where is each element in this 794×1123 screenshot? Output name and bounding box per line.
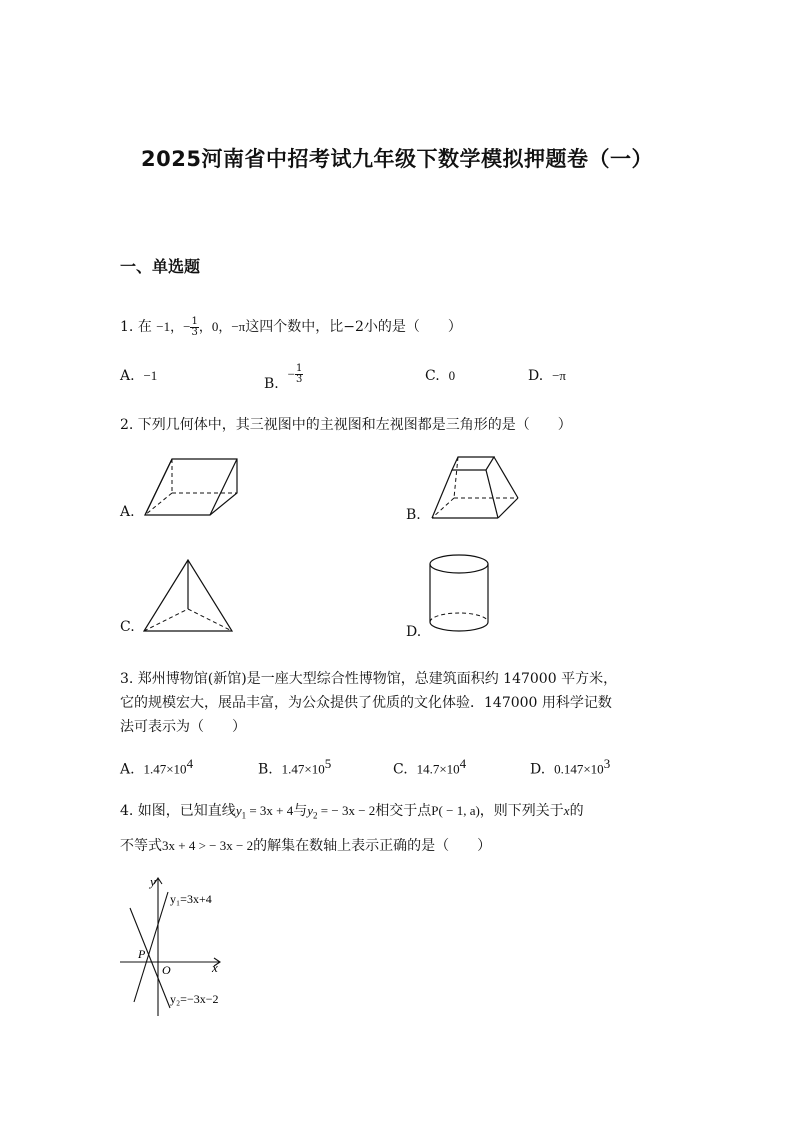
q2-option-c-label[interactable]: C. <box>120 619 135 635</box>
q1-fraction: $\frac{1}{3}$ <box>191 315 198 338</box>
graph-origin-label: O <box>162 963 171 977</box>
q1-nums: −1，− <box>156 319 191 334</box>
q2-prism-figure <box>140 455 244 521</box>
question-2: 2. 下列几何体中，其三视图中的主视图和左视图都是三角形的是（ ） <box>120 417 572 433</box>
q1-option-a[interactable]: A. −1 <box>120 368 158 384</box>
q4-line-2: 不等式3x + 4 > − 3x − 2的解集在数轴上表示正确的是（ ） <box>120 838 492 854</box>
q2-option-a-label[interactable]: A. <box>120 504 135 520</box>
q2-tetrahedron-figure <box>140 556 236 636</box>
q3-line-1: 3. 郑州博物馆(新馆)是一座大型综合性博物馆，总建筑面积约 147000 平方米， <box>120 671 618 687</box>
q1-pre: 在 <box>137 319 152 335</box>
graph-y-label: y <box>150 874 156 889</box>
q4-graph-figure <box>116 872 246 1022</box>
q2-option-d-label[interactable]: D. <box>406 624 422 640</box>
q2-option-b-label[interactable]: B. <box>406 507 421 523</box>
q3-option-d[interactable]: D. $0.147\times 10^3$ <box>530 756 611 778</box>
line-y2 <box>130 908 170 1008</box>
graph-line1-label: y₁=3x+4 <box>170 892 212 906</box>
q3-option-b[interactable]: B. $1.47\times 10^5$ <box>258 756 332 778</box>
q1-number: 1. <box>120 319 134 335</box>
q1-option-b[interactable]: B. − $\frac{1}{3}$ <box>264 363 303 392</box>
q1-option-c[interactable]: C. 0 <box>425 368 456 384</box>
q1-b-fraction: $\frac{1}{3}$ <box>296 363 303 385</box>
q4-line-1: 4. 如图，已知直线$y_1 = 3x + 4$与$y_2$ = − 3x − 2相交于点P( − 1, a)，则下列关于x的 <box>120 803 584 821</box>
q3-option-c[interactable]: C. $14.7\times 10^4$ <box>393 756 467 778</box>
q3-option-a[interactable]: A. $1.47\times 10^4$ <box>120 756 194 778</box>
question-1 <box>120 316 462 338</box>
graph-line2-label: y₂=−3x−2 <box>170 992 219 1006</box>
q2-frustum-figure <box>428 452 522 524</box>
graph-x-label: x <box>212 960 218 975</box>
q1-nums2: ，0，−π <box>198 319 246 334</box>
q1-post: 这四个数中，比−2小的是（ ） <box>245 319 462 335</box>
q1-option-d[interactable]: D. −π <box>528 368 566 384</box>
q2-cylinder-figure <box>426 552 494 636</box>
q3-line-2: 它的规模宏大，展品丰富，为公众提供了优质的文化体验．147000 用科学记数 <box>120 695 612 711</box>
section-heading: 一、单选题 <box>120 257 201 276</box>
q3-line-3: 法可表示为（ ） <box>120 719 246 735</box>
page-title: 2025河南省中招考试九年级下数学模拟押题卷（一） <box>141 147 653 171</box>
graph-point-label: P <box>138 947 146 961</box>
